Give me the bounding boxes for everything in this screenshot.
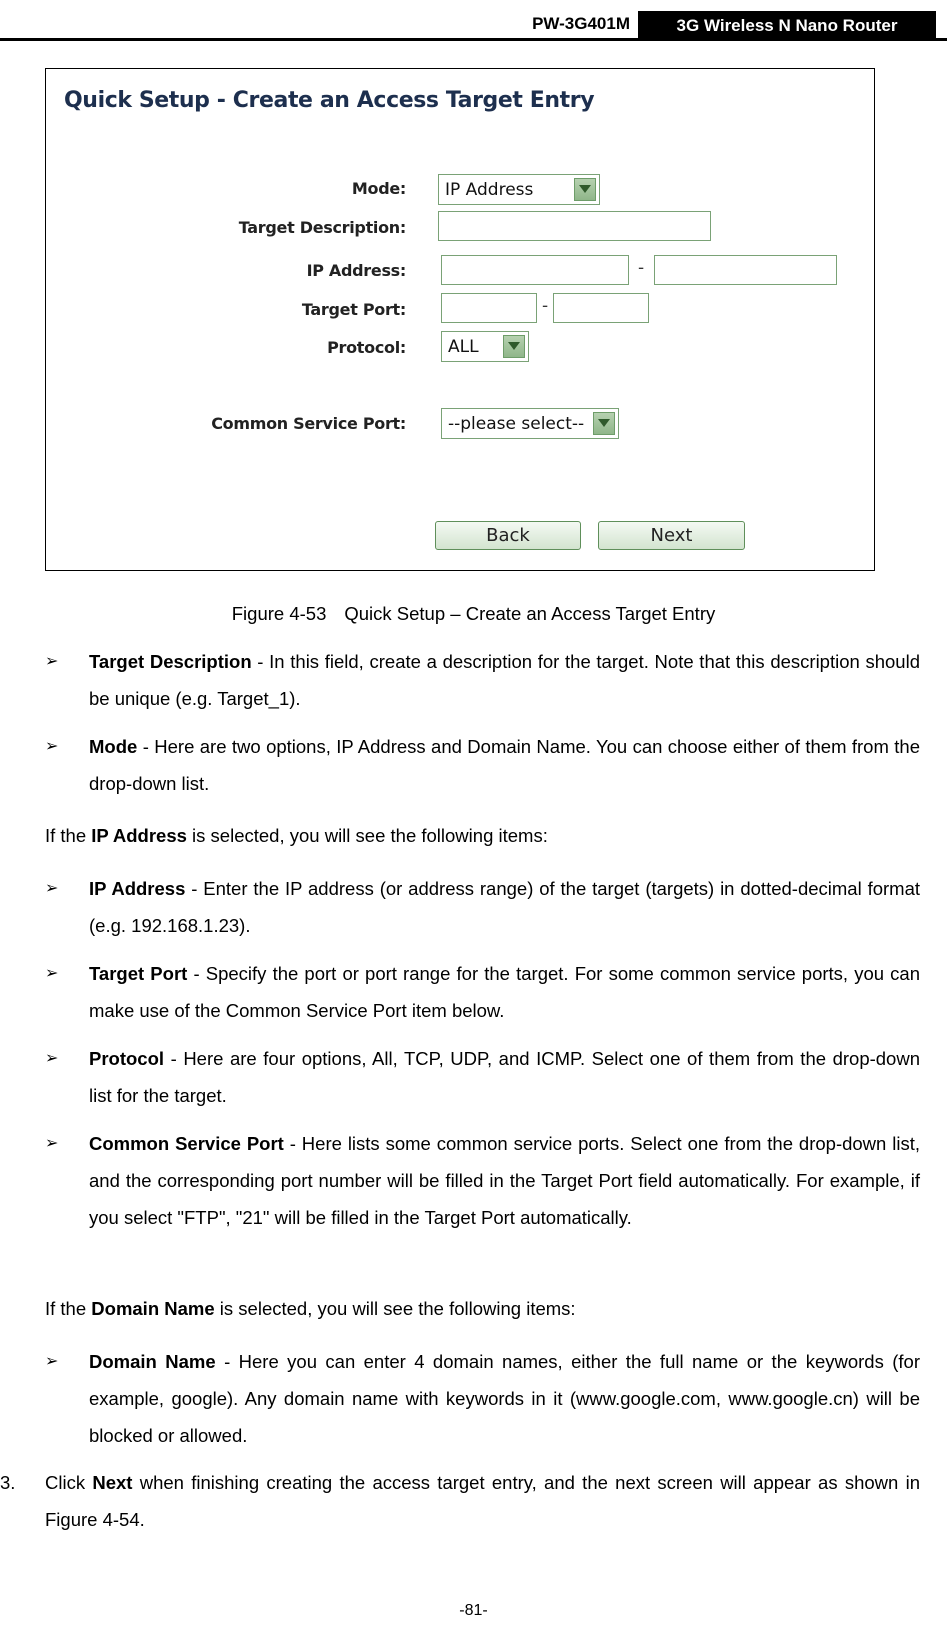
item-term: Target Port: [89, 963, 188, 984]
quick-setup-screenshot: [45, 68, 875, 571]
common-service-port-select[interactable]: [441, 408, 619, 439]
next-button[interactable]: Next: [598, 521, 745, 550]
list-item: [45, 870, 920, 944]
mode-select[interactable]: [438, 174, 600, 205]
list-item: [45, 1343, 920, 1454]
header-model: PW-3G401M: [532, 14, 630, 33]
item-term: Common Service Port: [89, 1133, 284, 1154]
intro-text: If the: [45, 1298, 92, 1319]
list-item: [45, 1125, 920, 1236]
list-item: [45, 1040, 920, 1114]
screenshot-title: Quick Setup - Create an Access Target Entry: [64, 88, 595, 113]
list-item: [45, 728, 920, 802]
protocol-select-value: ALL: [448, 337, 479, 357]
item-term: Target Description: [89, 651, 252, 672]
ip-address-end-input[interactable]: [654, 255, 837, 285]
item-term: Protocol: [89, 1048, 165, 1069]
target-port-start-input[interactable]: [441, 293, 537, 323]
header-rule: [0, 38, 947, 41]
port-range-dash: -: [542, 296, 549, 316]
domain-intro-paragraph: [45, 1290, 920, 1327]
intro-text: is selected, you will see the following items:: [186, 825, 548, 846]
figure-number: Figure 4-53: [231, 603, 327, 624]
page-number: -81-: [459, 1602, 488, 1619]
intro-text: If the: [45, 825, 92, 846]
target-description-label: Target Description:: [238, 218, 406, 237]
chevron-down-icon[interactable]: [574, 178, 596, 201]
figure-title: Quick Setup – Create an Access Target Entry: [344, 603, 716, 624]
mode-select-value: IP Address: [445, 180, 534, 200]
arrow-bullet-icon: ➢: [45, 1353, 59, 1370]
figure-caption: [0, 603, 947, 625]
arrow-bullet-icon: ➢: [45, 1135, 59, 1152]
arrow-bullet-icon: ➢: [45, 738, 59, 755]
chevron-down-icon[interactable]: [503, 335, 525, 358]
step-term: Next: [92, 1472, 133, 1493]
arrow-bullet-icon: ➢: [45, 880, 59, 897]
common-service-port-label: Common Service Port:: [211, 414, 406, 433]
back-button[interactable]: Back: [435, 521, 581, 550]
common-service-port-value: --please select--: [448, 414, 585, 434]
intro-text: is selected, you will see the following items:: [214, 1298, 576, 1319]
ip-address-label: IP Address:: [306, 261, 406, 280]
item-text: - Specify the port or port range for the target. For some common service ports, you can make use of the Common Service Port item below.: [89, 963, 920, 1021]
item-text: - Enter the IP address (or address range) of the target (targets) in dotted-decimal format (e.g. 192.168.1.23).: [89, 878, 920, 936]
intro-term: IP Address: [91, 825, 187, 846]
target-port-label: Target Port:: [301, 300, 406, 319]
arrow-bullet-icon: ➢: [45, 1050, 59, 1067]
ip-address-start-input[interactable]: [441, 255, 629, 285]
list-item: [45, 643, 920, 717]
page-header: [0, 0, 947, 42]
step-text: when finishing creating the access target entry, and the next screen will appear as shown in Figure 4-54.: [45, 1472, 920, 1530]
step3-paragraph: [45, 1464, 920, 1538]
target-port-end-input[interactable]: [553, 293, 649, 323]
item-text: - Here are four options, All, TCP, UDP, and ICMP. Select one of them from the drop-down list for the target.: [89, 1048, 920, 1106]
item-text: - Here lists some common service ports. Select one from the drop-down list, and the corresponding port number will be filled in the Target Port field automatically. For example, if you select "FTP", "21" will be filled in the Target Port automatically.: [89, 1133, 920, 1228]
item-term: IP Address: [89, 878, 186, 899]
item-text: - In this field, create a description for the target. Note that this description should be unique (e.g. Target_1).: [89, 651, 920, 709]
item-text: - Here are two options, IP Address and Domain Name. You can choose either of them from the drop-down list.: [89, 736, 920, 794]
protocol-label: Protocol:: [327, 338, 406, 357]
item-term: Mode: [89, 736, 138, 757]
list-item: [45, 955, 920, 1029]
target-description-input[interactable]: [438, 211, 711, 241]
mode-label: Mode:: [351, 179, 406, 198]
item-term: Domain Name: [89, 1351, 216, 1372]
item-text: - Here you can enter 4 domain names, either the full name or the keywords (for example, google). Any domain name with keywords in it (www.google.com, www.google.cn) will be blocked or allowed.: [89, 1351, 920, 1446]
arrow-bullet-icon: ➢: [45, 653, 59, 670]
header-title: 3G Wireless N Nano Router: [638, 11, 936, 41]
ip-intro-paragraph: [45, 817, 920, 854]
intro-term: Domain Name: [91, 1298, 215, 1319]
protocol-select[interactable]: [441, 331, 529, 362]
arrow-bullet-icon: ➢: [45, 965, 59, 982]
step-text: Click: [45, 1472, 93, 1493]
step-number: 3.: [0, 1472, 16, 1493]
chevron-down-icon[interactable]: [593, 412, 615, 435]
ip-range-dash: -: [638, 258, 645, 278]
